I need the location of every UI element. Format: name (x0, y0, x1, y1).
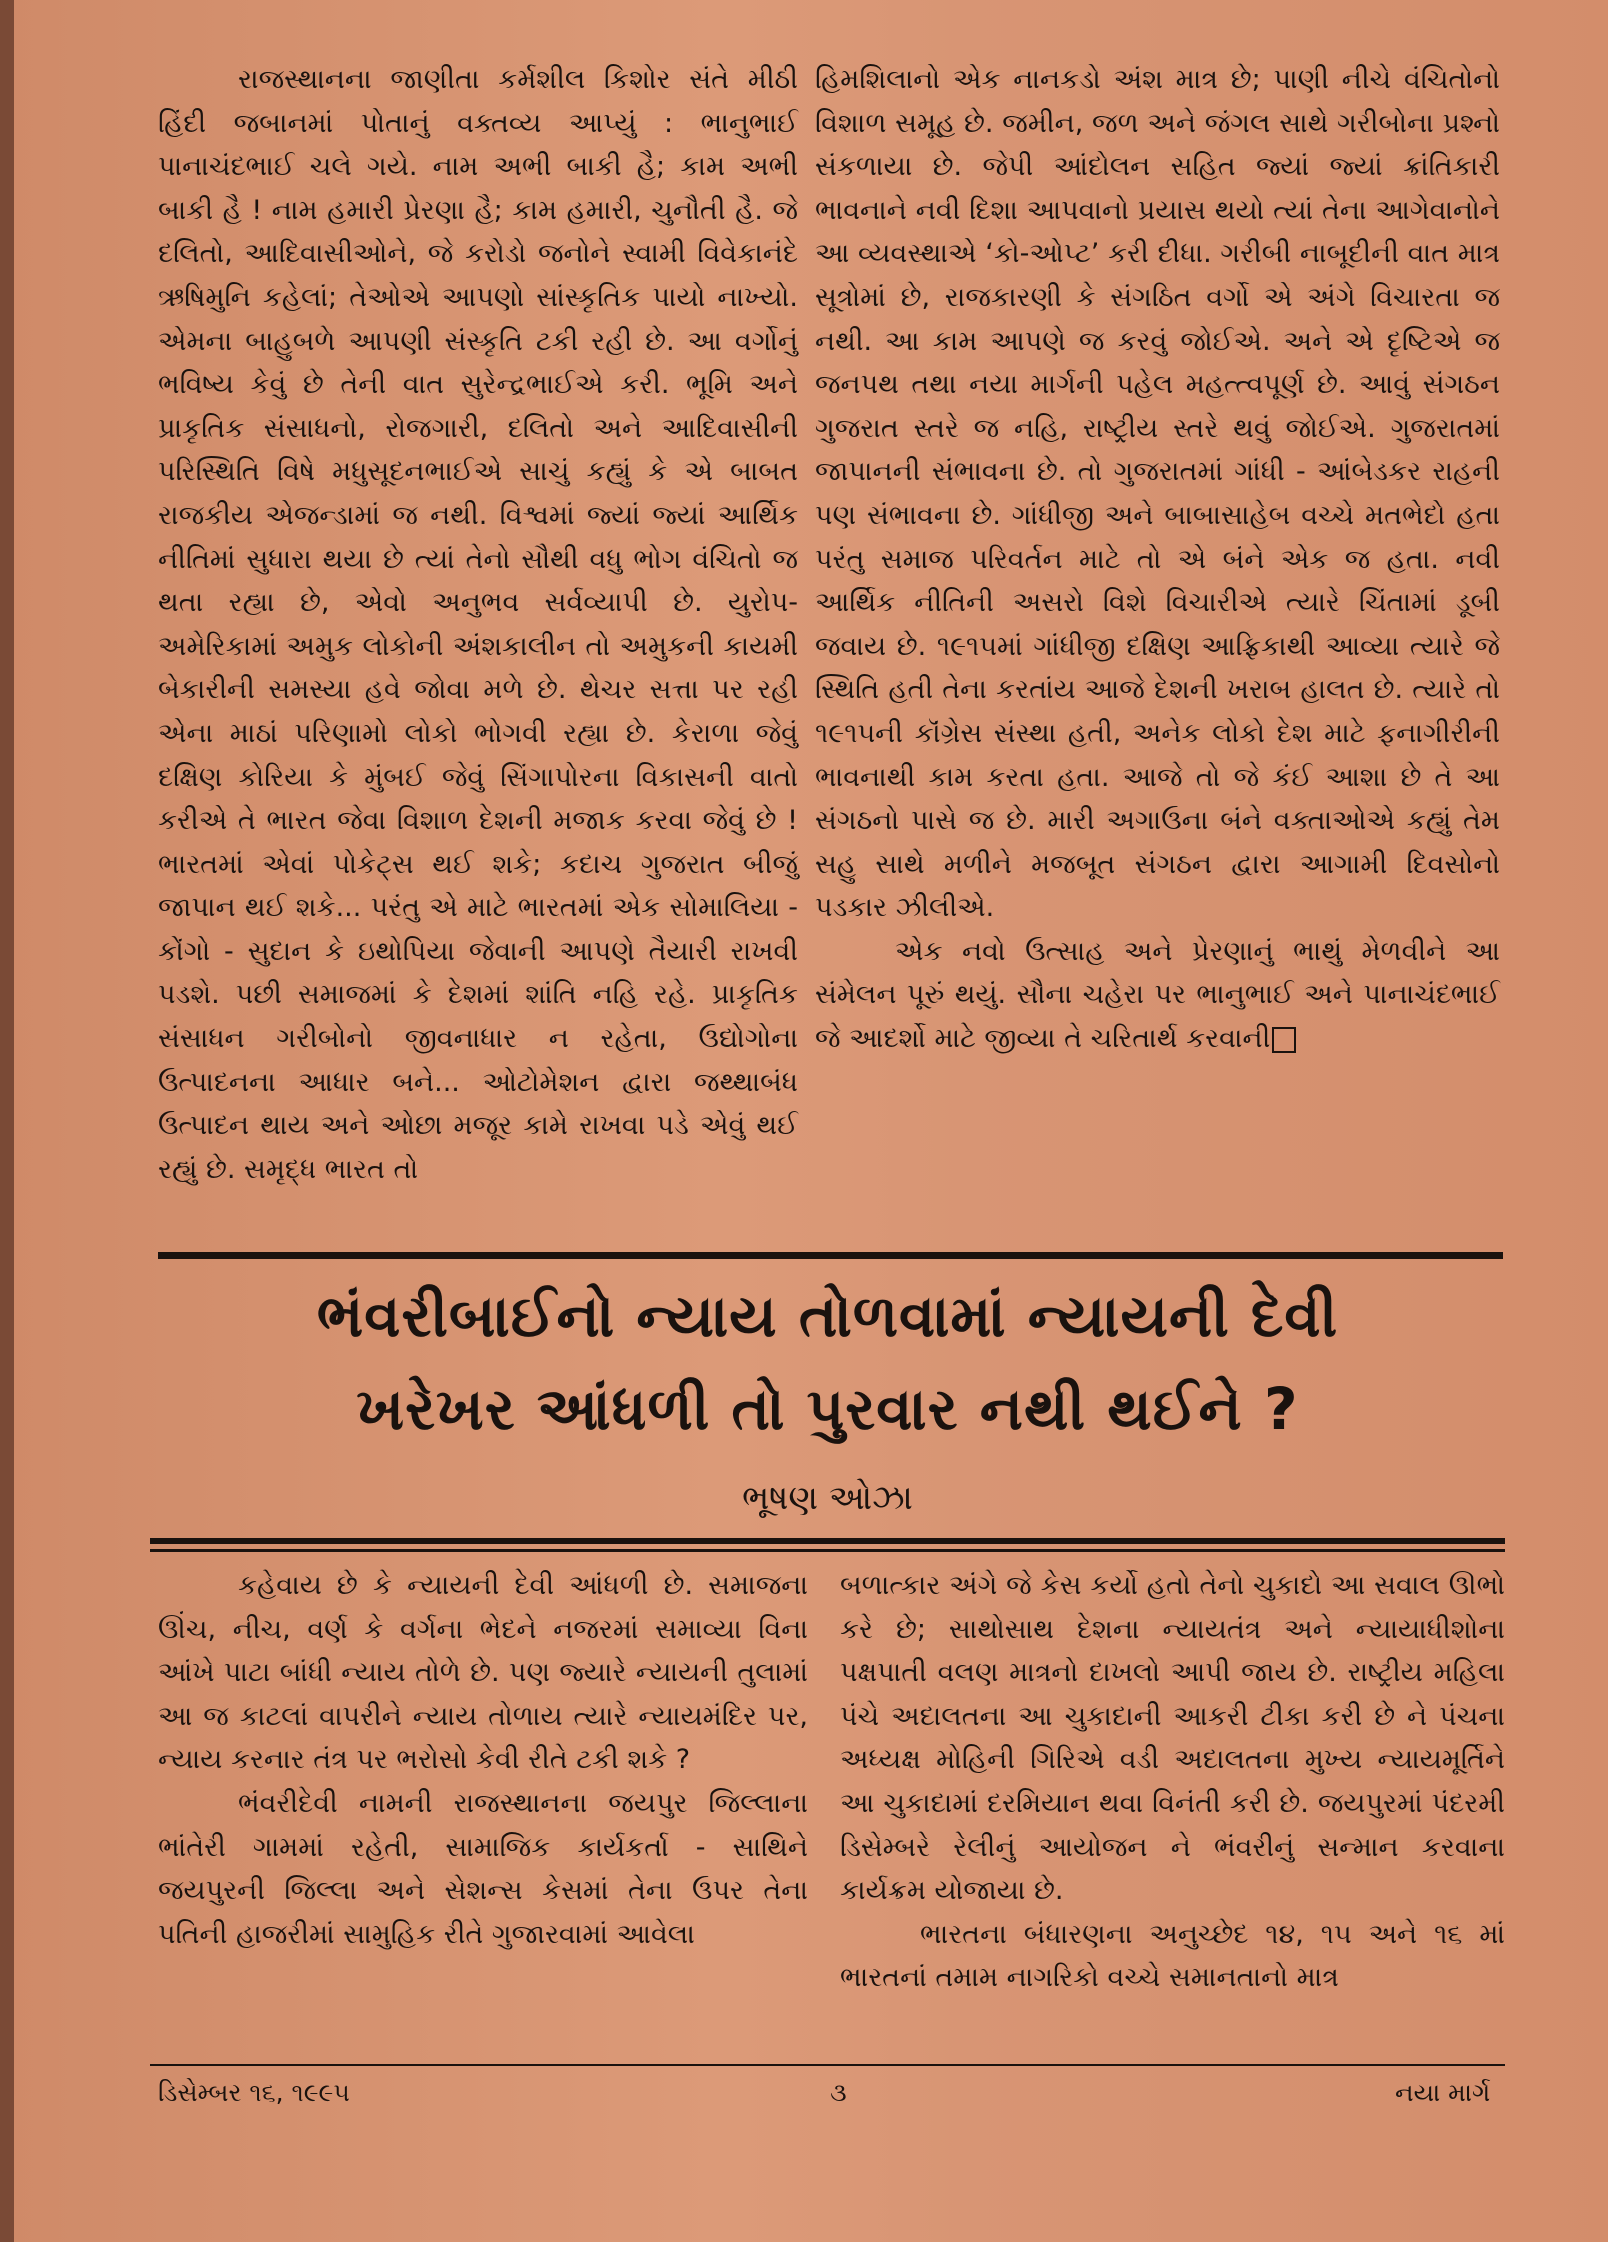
continued-article-column-right (815, 58, 1500, 1061)
article-title-line-2: ખરેખર આંધળી તો પુરવાર નથી થઈને ? (356, 1375, 1299, 1443)
paragraph: કહેવાય છે કે ન્યાયની દેવી આંધળી છે. સમાજના ઊંચ, નીચ, વર્ણ કે વર્ગના ભેદને નજરમાં સમાવ્યા વિના આંખે પાટા બાંધી ન્યાય તોળે છે. પણ જ્યારે ન્યાયની તુલામાં આ જ કાટલાં વાપરીને ન્યાય તોળાય ત્યારે ન્યાયમંદિર પર, ન્યાય કરનાર તંત્ર પર ભરોસો કેવી રીતે ટકી શકે ? (158, 1570, 808, 1776)
title-divider-rule (158, 1252, 1503, 1259)
paragraph: બળાત્કાર અંગે જે કેસ કર્યો હતો તેનો ચુકાદો આ સવાલ ઊભો કરે છે; સાથોસાથ દેશના ન્યાયતંત્ર અને ન્યાયાધીશોના પક્ષપાતી વલણ માત્રનો દાખલો આપી જાય છે. રાષ્ટ્રીય મહિલા પંચે અદાલતના આ ચુકાદાની આકરી ટીકા કરી છે ને પંચના અધ્યક્ષ મોહિની ગિરિએ વડી અદાલતના મુખ્ય ન્યાયમૂર્તિને આ ચુકાદામાં દરમિયાન થવા વિનંતી કરી છે. જયપુરમાં પંદરમી ડિસેમ્બરે રેલીનું આયોજન ને ભંવરીનું સન્માન કરવાના કાર્યક્રમ યોજાયા છે. (840, 1570, 1505, 1907)
publication-name: નયા માર્ગ (1395, 2078, 1491, 2107)
paragraph: હિમશિલાનો એક નાનકડો અંશ માત્ર છે; પાણી નીચે વંચિતોનો વિશાળ સમૂહ છે. જમીન, જળ અને જંગલ સાથે ગરીબોના પ્રશ્નો સંકળાયા છે. જેપી આંદોલન સહિત જ્યાં જ્યાં ક્રાંતિકારી ભાવનાને નવી દિશા આપવાનો પ્રયાસ થયો ત્યાં તેના આગેવાનોને આ વ્યવસ્થાએ ‘કો-ઓપ્ટ’ કરી દીધા. ગરીબી નાબૂદીની વાત માત્ર સૂત્રોમાં છે, રાજકારણી કે સંગઠિત વર્ગો એ અંગે વિચારતા જ નથી. આ કામ આપણે જ કરવું જોઈએ. અને એ દૃષ્ટિએ જ જનપથ તથા નયા માર્ગની પહેલ મહત્ત્વપૂર્ણ છે. આવું સંગઠન ગુજરાત સ્તરે જ નહિ, રાષ્ટ્રીય સ્તરે થવું જોઈએ. ગુજરાતમાં જાપાનની સંભાવના છે. તો ગુજરાતમાં ગાંધી - આંબેડકર રાહની પણ સંભાવના છે. ગાંધીજી અને બાબાસાહેબ વચ્ચે મતભેદો હતા પરંતુ સમાજ પરિવર્તન માટે તો એ બંને એક જ હતા. નવી આર્થિક નીતિની અસરો વિશે વિચારીએ ત્યારે ચિંતામાં ડૂબી જવાય છે. ૧૯૧૫માં ગાંધીજી દક્ષિણ આફ્રિકાથી આવ્યા ત્યારે જે સ્થિતિ હતી તેના કરતાંય આજે દેશની ખરાબ હાલત છે. ત્યારે તો ૧૯૧૫ની કૉંગ્રેસ સંસ્થા હતી, અનેક લોકો દેશ માટે ફનાગીરીની ભાવનાથી કામ કરતા હતા. આજે તો જે કંઈ આશા છે તે આ સંગઠનો પાસે જ છે. મારી અગાઉના બંને વક્તાઓએ કહ્યું તેમ સહુ સાથે મળીને મજબૂત સંગઠન દ્વારા આગામી દિવસોનો પડકાર ઝીલીએ. (815, 64, 1500, 924)
footer-date: ડિસેમ્બર ૧૬, ૧૯૯૫ (158, 2078, 350, 2107)
article-column-right (840, 1564, 1505, 2000)
continued-article-column-left (158, 58, 798, 1191)
paragraph: રાજસ્થાનના જાણીતા કર્મશીલ કિશોર સંતે મીઠી હિંદી જબાનમાં પોતાનું વક્તવ્ય આપ્યું : ભાનુભાઈ પાનાચંદભાઈ ચલે ગયે. નામ અભી બાકી હૈ; કામ અભી બાકી હૈ ! નામ હમારી પ્રેરણા હૈ; કામ હમારી, ચુનૌતી હૈ. જે દલિતો, આદિવાસીઓને, જે કરોડો જનોને સ્વામી વિવેકાનંદે ઋષિમુનિ કહેલાં; તેઓએ આપણો સાંસ્કૃતિક પાયો નાખ્યો. એમના બાહુબળે આપણી સંસ્કૃતિ ટકી રહી છે. આ વર્ગોનું ભવિષ્ય કેવું છે તેની વાત સુરેન્દ્રભાઈએ કરી. ભૂમિ અને પ્રાકૃતિક સંસાધનો, રોજગારી, દલિતો અને આદિવાસીની પરિસ્થિતિ વિષે મધુસૂદનભાઈએ સાચું કહ્યું કે એ બાબત રાજકીય એજન્ડામાં જ નથી. વિશ્વમાં જ્યાં જ્યાં આર્થિક નીતિમાં સુધારા થયા છે ત્યાં તેનો સૌથી વધુ ભોગ વંચિતો જ થતા રહ્યા છે, એવો અનુભવ સર્વવ્યાપી છે. યુરોપ-અમેરિકામાં અમુક લોકોની અંશકાલીન તો અમુકની કાયમી બેકારીની સમસ્યા હવે જોવા મળે છે. થેચર સત્તા પર રહી એના માઠાં પરિણામો લોકો ભોગવી રહ્યા છે. કેરાળા જેવું દક્ષિણ કોરિયા કે મુંબઈ જેવું સિંગાપોરના વિકાસની વાતો કરીએ તે ભારત જેવા વિશાળ દેશની મજાક કરવા જેવું છે ! ભારતમાં એવાં પોકેટ્સ થઈ શકે; કદાચ ગુજરાત બીજું જાપાન થઈ શકે... પરંતુ એ માટે ભારતમાં એક સોમાલિયા - કોંગો - સુદાન કે ઇથોપિયા જેવાની આપણે તૈયારી રાખવી પડશે. પછી સમાજમાં કે દેશમાં શાંતિ નહિ રહે. પ્રાકૃતિક સંસાધન ગરીબોનો જીવનાધાર ન રહેતા, ઉદ્યોગોના ઉત્પાદનના આધાર બને... ઓટોમેશન દ્વારા જથ્થાબંધ ઉત્પાદન થાય અને ઓછા મજૂર કામે રાખવા પડે એવું થઈ રહ્યું છે. સમૃદ્ધ ભારત તો (158, 64, 798, 1185)
paper-edge (0, 0, 14, 2242)
page-number: ૩ (830, 2078, 847, 2107)
closing-paragraph (815, 930, 1500, 1061)
byline-rule-thick (150, 1538, 1505, 1544)
byline-rule-thin (150, 1549, 1505, 1552)
paragraph: ભંવરીદેવી નામની રાજસ્થાનના જયપુર જિલ્લાના ભાંતેરી ગામમાં રહેતી, સામાજિક કાર્યકર્તા - સાથિને જયપુરની જિલ્લા અને સેશન્સ કેસમાં તેના ઉપર તેના પતિની હાજરીમાં સામુહિક રીતે ગુજારવામાં આવેલા (158, 1787, 808, 1950)
paragraph: ભારતના બંધારણના અનુચ્છેદ ૧૪, ૧૫ અને ૧૬ માં ભારતનાં તમામ નાગરિકો વચ્ચે સમાનતાનો માત્ર (840, 1918, 1505, 1994)
article-column-left (158, 1564, 808, 1956)
end-of-article-mark (1272, 1027, 1296, 1053)
article-byline: ભૂષણ ઓઝા (742, 1478, 913, 1518)
article-title-line-1: ભંવરીબાઈનો ન્યાય તોળવામાં ન્યાયની દેવી (316, 1282, 1339, 1350)
paragraph-text: એક નવો ઉત્સાહ અને પ્રેરણાનું ભાથું મેળવીને આ સંમેલન પૂરું થયું. સૌના ચહેરા પર ભાનુભાઈ અને પાનાચંદભાઈ જે આદર્શો માટે જીવ્યા તે ચરિતાર્થ કરવાની (815, 935, 1501, 1055)
footer-rule (150, 2064, 1505, 2066)
